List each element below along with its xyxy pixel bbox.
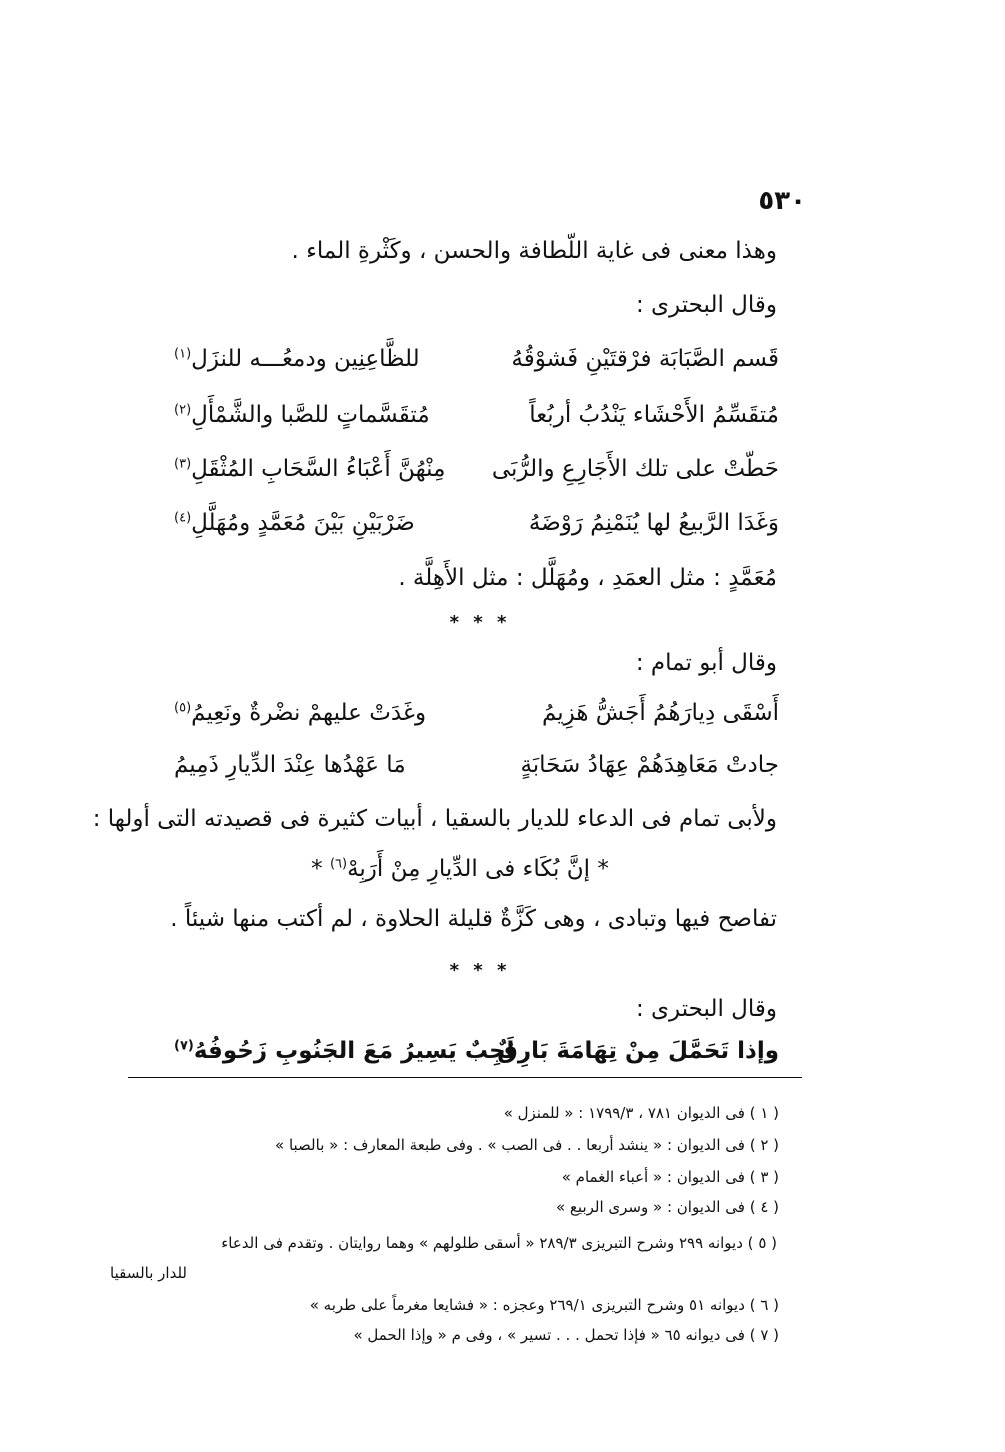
- verse-3-first-hemistich: حَطّتْ على تلك الأَجَارِعِ والرُّبَى: [491, 456, 779, 482]
- footnote-rule: [128, 1077, 802, 1078]
- footnote-ref-2: (٢): [174, 402, 192, 418]
- verse-4: [174, 510, 779, 554]
- hemistich-text: * إنَّ بُكَاء فى الدِّيارِ مِنْ أَرَبِهْ: [347, 856, 609, 882]
- footnote-6: ( ٦ ) ديوانه ٥١ وشرح التبريزى ٢٦٩/١ وعجزه : « فشايعا مغرماً على طربه »: [309, 1296, 779, 1314]
- footnote-5: ( ٥ ) ديوانه ٢٩٩ وشرح التبريزى ٢٨٩/٣ « أسقى طلولهم » وهما روايتان . وتقدم فى الدعاء: [221, 1234, 777, 1252]
- intro-line: وهذا معنى فى غاية اللّطافة والحسن ، وكَثْرةِ الماء .: [291, 238, 777, 264]
- verse-6: [174, 752, 779, 796]
- gloss-line: مُعَمَّدٍ : مثل العمَدِ ، ومُهَلَّل : مثل الأَهِلَّة .: [398, 565, 777, 591]
- section-separator-1: * * *: [449, 612, 511, 633]
- verse-4-second-hemistich: ضَرْبَيْنِ بَيْنَ مُعَمَّدٍ ومُهَلَّلِ: [191, 510, 415, 536]
- verse-7-second-hemistich: لَجِبٌ يَسِيرُ مَعَ الجَنُوبِ زَحُوفُهُ: [193, 1038, 515, 1064]
- verse-3-second-hemistich: مِنْهُنَّ أَعْبَاءُ السَّحَابِ المُثْقَلِ: [191, 456, 446, 482]
- footnote-4: ( ٤ ) فى الديوان : « وسرى الربيع »: [555, 1198, 779, 1216]
- verse-5-first-hemistich: أَسْقَى دِيارَهُمُ أَجَشُّ هَزِيمُ: [541, 700, 779, 726]
- verse-3: [174, 456, 779, 500]
- footnote-ref-1: (١): [174, 346, 192, 362]
- verse-1-first-hemistich: قَسم الصَّبَابَة فرْقتَيْنِ فَشوْقُهُ: [511, 346, 779, 372]
- footnote-ref-7: (٧): [174, 1038, 194, 1054]
- prose-line-3: تفاصح فيها وتبادى ، وهى كَزَّةٌ قليلة الحلاوة ، لم أكتب منها شيئاً .: [170, 906, 777, 932]
- footnote-ref-6: (٦): [329, 856, 348, 872]
- footnote-5-continuation: للدار بالسقيا: [110, 1264, 187, 1282]
- prose-line-2: ولأبى تمام فى الدعاء للديار بالسقيا ، أبيات كثيرة فى قصيدته التى أولها :: [92, 806, 777, 832]
- footnote-3: ( ٣ ) فى الديوان : « أعباء الغمام »: [561, 1168, 779, 1186]
- verse-7-first-hemistich: وإذا تَحَمَّلَ مِنْ تِهَامَةَ بَارِقٌ: [497, 1038, 779, 1064]
- verse-2-first-hemistich: مُتقَسِّمُ الأَحْشَاء يَنْدُبُ أربُعاً: [529, 402, 779, 428]
- verse-2-second-hemistich: مُتقَسَّماتٍ للصَّبا والشَّمْأَلِ: [191, 402, 430, 428]
- hemistich-line: * إنَّ بُكَاء فى الدِّيارِ مِنْ أَرَبِهْ$^{(٦)}$ *: [311, 856, 609, 882]
- section-separator-2: * * *: [449, 960, 511, 981]
- footnote-ref-3: (٣): [174, 456, 192, 472]
- footnote-1: ( ١ ) فى الديوان ٧٨١ ، ١٧٩٩/٣ : « للمنزل »: [503, 1104, 779, 1122]
- buhturi-heading-1: وقال البحترى :: [635, 292, 777, 318]
- verse-7: [174, 1038, 779, 1082]
- footnote-ref-4: (٤): [174, 510, 192, 526]
- abu-tammam-heading: وقال أبو تمام :: [635, 650, 777, 676]
- footnote-7: ( ٧ ) فى ديوانه ٦٥ « فإذا تحمل . . . تسير » ، وفى م « وإذا الحمل »: [353, 1326, 779, 1344]
- verse-4-first-hemistich: وَغَدَا الرَّبيعُ لها يُنَمْنِمُ رَوْضَهُ: [528, 510, 779, 536]
- buhturi-heading-2: وقال البحترى :: [635, 996, 777, 1022]
- footnote-2: ( ٢ ) فى الديوان : « ينشد أربعا . . فى الصب » . وفى طبعة المعارف : « بالصبا »: [275, 1136, 779, 1154]
- verse-1: [174, 346, 779, 390]
- verse-5: [174, 700, 779, 744]
- verse-5-second-hemistich: وغَدَتْ عليهمْ نضْرةٌ ونَعِيمُ: [191, 700, 427, 726]
- verse-2: [174, 402, 779, 446]
- verse-6-second-hemistich: مَا عَهْدُها عِنْدَ الدِّيارِ ذَمِيمُ: [174, 752, 406, 778]
- verse-6-first-hemistich: جادتْ مَعَاهِدَهُمْ عِهَادُ سَحَابَةٍ: [520, 752, 779, 778]
- footnote-ref-5: (٥): [174, 700, 192, 716]
- verse-1-second-hemistich: للظَّاعِنِين ودمعُـــه للنزَل: [191, 346, 420, 372]
- page-number: ٥٣٠: [758, 186, 806, 216]
